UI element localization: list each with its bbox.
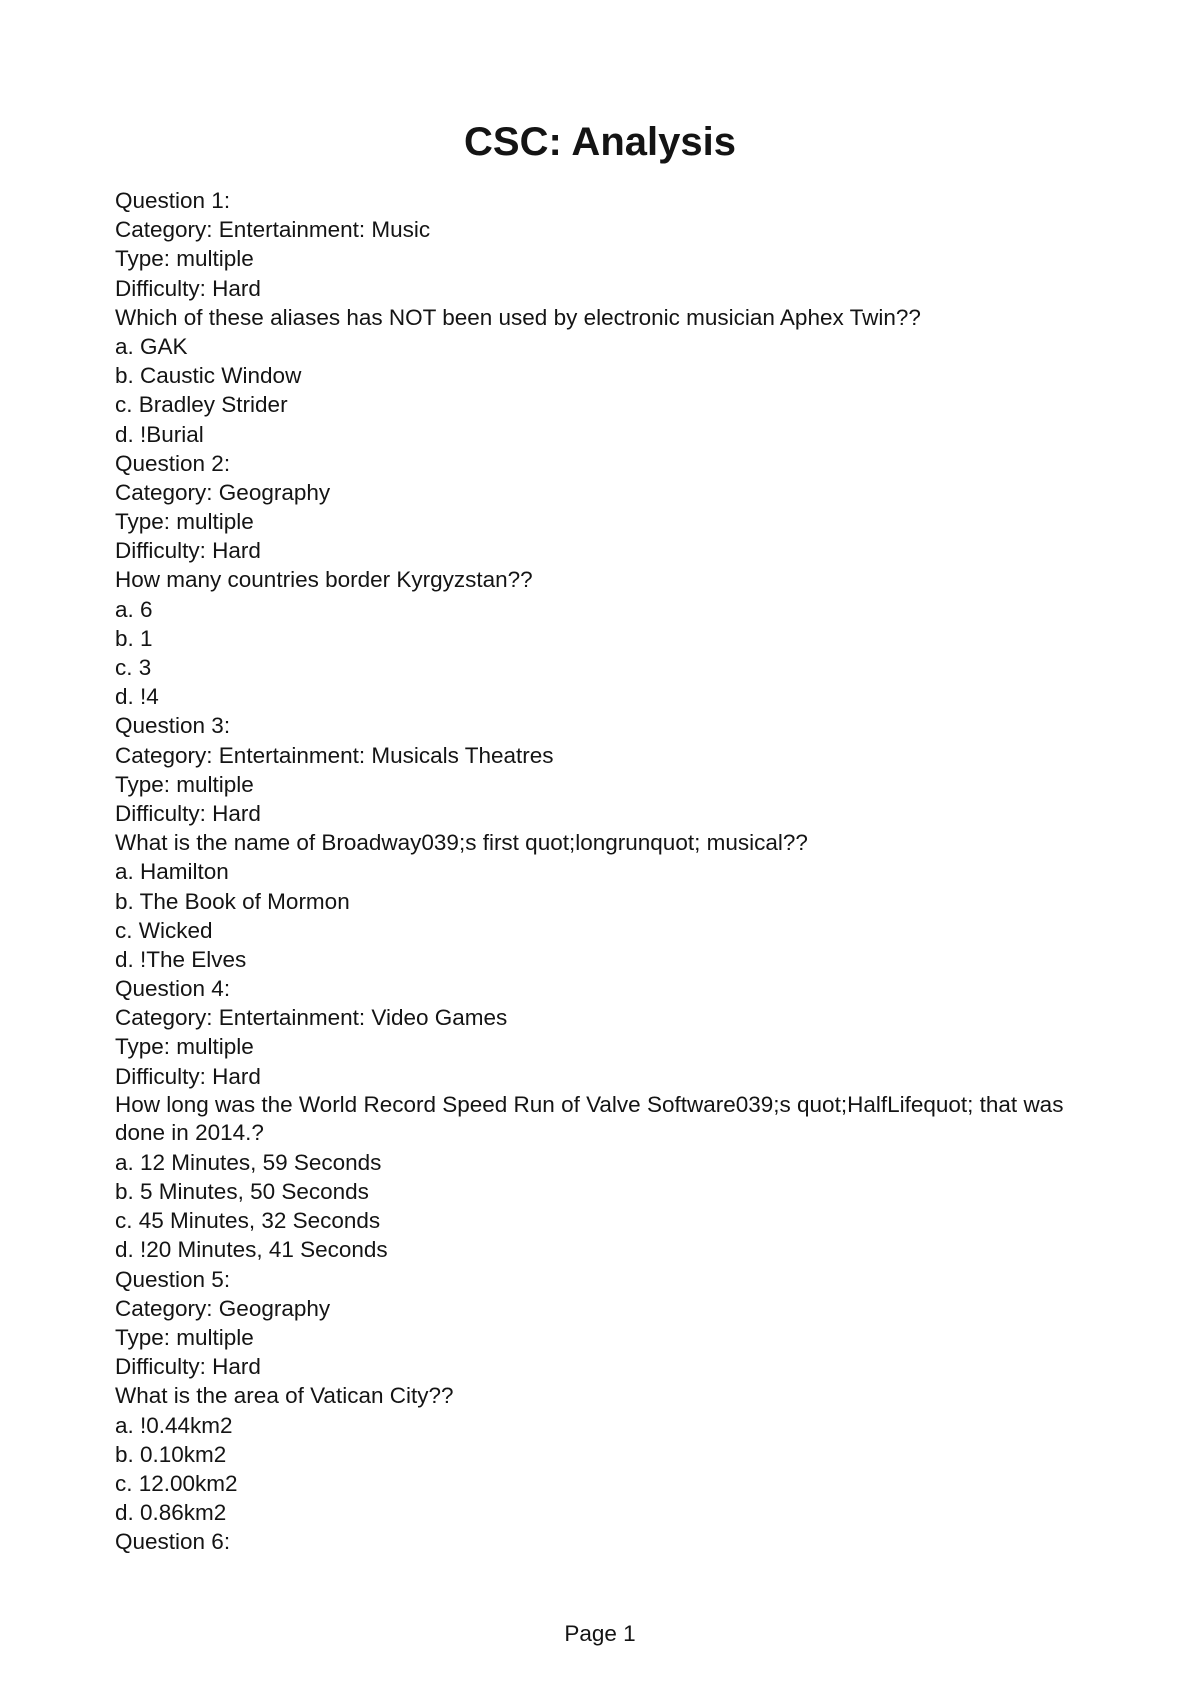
question-block (115, 1527, 1095, 1556)
question-type: Type: multiple (115, 771, 254, 797)
answer-option: d. !The Elves (115, 946, 247, 972)
question-list (115, 186, 1095, 1556)
question-category: Category: Geography (115, 479, 331, 505)
answer-option: b. The Book of Mormon (115, 888, 350, 914)
answer-option: b. Caustic Window (115, 363, 302, 389)
question-block (115, 449, 1095, 712)
question-header: Question 1: (115, 188, 231, 213)
document-title: CSC: Analysis (464, 120, 736, 164)
question-text: How long was the World Record Speed Run of Valve Software039;s quot;HalfLifequot; that was done in 2014.? (115, 1091, 1064, 1146)
question-header: Question 6: (115, 1529, 231, 1555)
question-header: Question 2: (115, 450, 231, 476)
question-type: Type: multiple (115, 1324, 254, 1350)
question-difficulty: Difficulty: Hard (115, 538, 261, 564)
answer-option: c. 45 Minutes, 32 Seconds (115, 1208, 381, 1234)
question-text: Which of these aliases has NOT been used by electronic musician Aphex Twin?? (115, 304, 921, 330)
question-text: What is the name of Broadway039;s first quot;longrunquot; musical?? (115, 830, 808, 856)
page-number: Page 1 (564, 1621, 636, 1646)
answer-option: b. 0.10km2 (115, 1441, 227, 1467)
answer-option: d. !Burial (115, 421, 204, 447)
question-type: Type: multiple (115, 246, 254, 272)
question-block (115, 711, 1095, 974)
answer-option: d. !4 (115, 684, 159, 710)
answer-option: a. Hamilton (115, 859, 229, 885)
question-difficulty: Difficulty: Hard (115, 1063, 261, 1089)
question-text: What is the area of Vatican City?? (115, 1383, 454, 1409)
question-difficulty: Difficulty: Hard (115, 275, 261, 301)
question-category: Category: Entertainment: Musicals Theatres (115, 742, 554, 768)
answer-option: d. !20 Minutes, 41 Seconds (115, 1237, 388, 1263)
question-category: Category: Entertainment: Music (115, 217, 431, 243)
answer-option: b. 5 Minutes, 50 Seconds (115, 1179, 369, 1204)
question-header: Question 5: (115, 1266, 231, 1292)
answer-option: b. 1 (115, 625, 153, 651)
question-difficulty: Difficulty: Hard (115, 1354, 261, 1380)
question-category: Category: Geography (115, 1295, 331, 1321)
answer-option: a. 6 (115, 596, 153, 622)
question-block (115, 974, 1095, 1265)
question-block (115, 186, 1095, 449)
answer-option: c. Bradley Strider (115, 392, 288, 418)
question-difficulty: Difficulty: Hard (115, 800, 261, 826)
question-type: Type: multiple (115, 1034, 254, 1060)
answer-option: a. GAK (115, 333, 188, 359)
question-text: How many countries border Kyrgyzstan?? (115, 567, 533, 593)
answer-option: a. 12 Minutes, 59 Seconds (115, 1149, 382, 1175)
question-category: Category: Entertainment: Video Games (115, 1005, 508, 1031)
question-block (115, 1265, 1095, 1528)
question-header: Question 4: (115, 976, 231, 1002)
answer-option: c. Wicked (115, 917, 213, 943)
question-type: Type: multiple (115, 509, 254, 535)
question-header: Question 3: (115, 713, 231, 739)
answer-option: d. 0.86km2 (115, 1500, 227, 1526)
answer-option: c. 12.00km2 (115, 1470, 238, 1496)
answer-option: c. 3 (115, 655, 152, 680)
answer-option: a. !0.44km2 (115, 1412, 233, 1438)
